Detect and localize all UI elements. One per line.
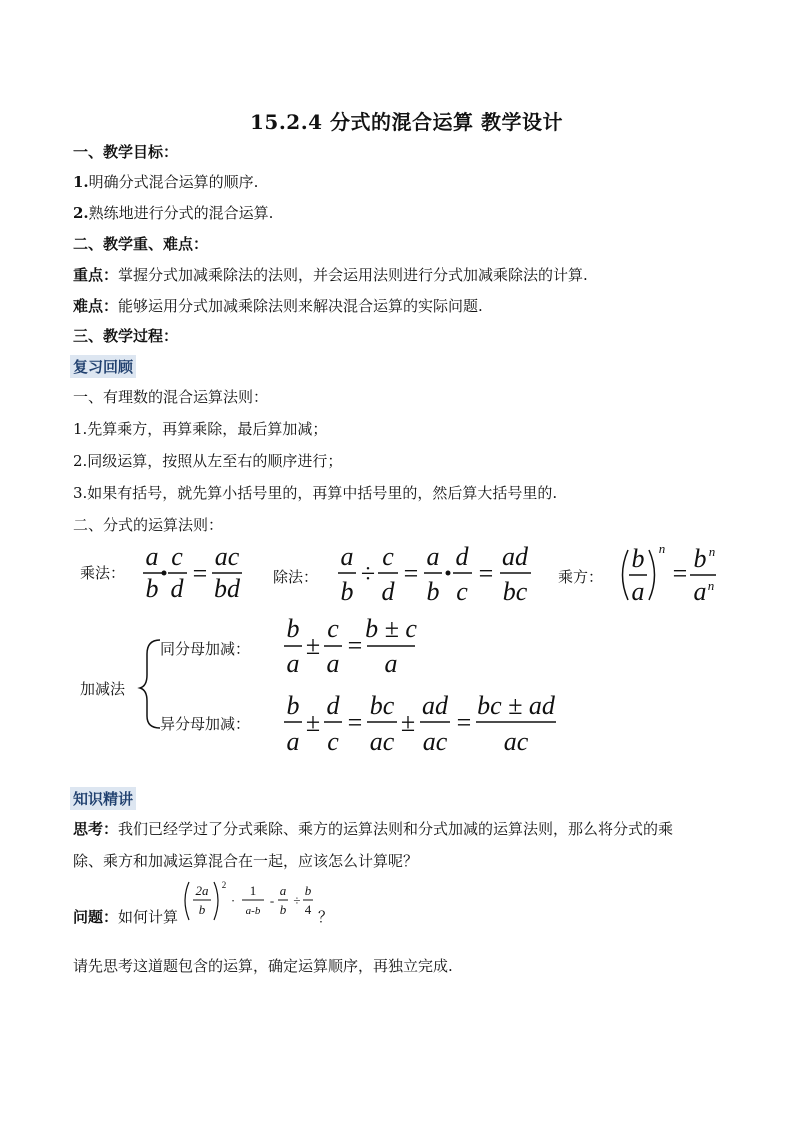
svg-text:a-b: a-b (245, 905, 261, 917)
svg-text:÷: ÷ (293, 893, 301, 908)
svg-text:a: a (286, 727, 300, 756)
svg-text:ad: ad (422, 691, 448, 720)
think-line-2: 除、乘方和加减运算混合在一起，应该怎么计算呢？ (73, 852, 419, 870)
knowledge-tag: 知识精讲 (70, 787, 136, 810)
svg-text:±: ± (305, 708, 321, 737)
add-subtract-label: 加减法 (80, 680, 126, 698)
objective-item-1 (73, 171, 258, 192)
svg-text:=: = (403, 559, 419, 588)
svg-text:=: = (456, 708, 472, 737)
svg-text:=: = (192, 559, 208, 588)
rule-item-1: 1.先算乘方，再算乘除，最后算加减； (73, 420, 328, 438)
objective-text: 明确分式混合运算的顺序. (88, 173, 259, 191)
difficult-point (73, 295, 483, 316)
svg-text:a: a (326, 649, 340, 678)
svg-text:b: b (198, 902, 206, 917)
svg-text:-: - (269, 893, 275, 908)
svg-text:2: 2 (221, 880, 227, 890)
svg-text:d: d (455, 542, 469, 571)
svg-text:1: 1 (249, 883, 257, 898)
objective-number: 1. (73, 173, 89, 191)
think-text: 我们已经学过了分式乘除、乘方的运算法则和分式加减的运算法则，那么将分式的乘 (118, 820, 674, 838)
svg-text:bd: bd (214, 574, 240, 603)
key-point-label: 重点： (73, 266, 119, 284)
svg-text:a: a (279, 883, 287, 898)
brace (140, 640, 160, 728)
svg-text:a: a (426, 542, 440, 571)
review-tag: 复习回顾 (70, 355, 136, 378)
svg-text:a: a (145, 542, 159, 571)
objective-item-2 (73, 202, 273, 223)
question-text: 如何计算 (118, 908, 179, 926)
svg-text:bc: bc (369, 691, 395, 720)
svg-text:a: a (286, 649, 300, 678)
multiplication-label: 乘法： (80, 564, 126, 582)
objective-text: 熟练地进行分式的混合运算. (88, 204, 274, 222)
svg-text:c: c (327, 614, 339, 643)
svg-text:a: a (340, 542, 354, 571)
svg-text:d: d (170, 574, 184, 603)
svg-text:c: c (327, 727, 339, 756)
question-line (73, 906, 178, 927)
svg-text:ac: ac (369, 727, 395, 756)
svg-text:c: c (456, 577, 468, 606)
svg-text:b: b (279, 902, 287, 917)
svg-text:bc ± ad: bc ± ad (477, 691, 555, 720)
key-point-text: 掌握分式加减乘除法的法则，并会运用法则进行分式加减乘除法的计算. (118, 266, 588, 284)
same-denominator-label: 同分母加减： (160, 640, 251, 658)
difficult-point-text: 能够运用分式加减乘除法则来解决混合运算的实际问题. (118, 297, 483, 315)
svg-text:b: b (304, 883, 312, 898)
rational-rules-title: 一、有理数的混合运算法则： (73, 388, 269, 406)
svg-text:b: b (340, 577, 354, 606)
rule-item-2: 2.同级运算，按照从左至右的顺序进行； (73, 452, 343, 470)
svg-text:ac: ac (503, 727, 529, 756)
different-denominator-label: 异分母加减： (160, 715, 251, 733)
different-denominator-formula (284, 691, 556, 756)
power-formula (623, 541, 717, 606)
svg-text:=: = (347, 708, 363, 737)
svg-text:÷: ÷ (360, 559, 376, 588)
rule-item-3: 3.如果有括号，就先算小括号里的，再算中括号里的，然后算大括号里的. (73, 484, 558, 502)
svg-text:b: b (426, 577, 440, 606)
multiplication-formula (143, 542, 242, 603)
division-formula (338, 542, 531, 606)
svg-text:n: n (707, 578, 715, 593)
svg-text:2a: 2a (195, 883, 209, 898)
svg-text:±: ± (400, 708, 416, 737)
svg-text:b: b (631, 544, 645, 573)
question-label: 问题： (73, 908, 119, 926)
svg-text:a: a (693, 577, 707, 606)
objective-number: 2. (73, 204, 89, 222)
question-mark: ？ (318, 908, 334, 926)
svg-text:a: a (631, 577, 645, 606)
svg-text:n: n (708, 544, 716, 559)
svg-text:b ± c: b ± c (365, 614, 417, 643)
svg-text:·: · (230, 893, 236, 908)
svg-text:c: c (382, 542, 394, 571)
section-heading-process: 三、教学过程： (73, 327, 179, 345)
section-heading-key-points: 二、教学重、难点： (73, 235, 209, 253)
think-line-1 (73, 818, 673, 839)
svg-text:a: a (384, 649, 398, 678)
svg-text:ac: ac (422, 727, 448, 756)
fraction-formulas (0, 535, 800, 765)
svg-text:=: = (672, 559, 688, 588)
svg-text:n: n (658, 541, 666, 556)
key-point (73, 264, 588, 285)
svg-text:c: c (171, 542, 183, 571)
division-label: 除法： (273, 568, 319, 586)
same-denominator-formula (284, 614, 417, 678)
section-heading-objectives: 一、教学目标： (73, 143, 179, 161)
svg-text:ac: ac (214, 542, 240, 571)
svg-text:=: = (347, 631, 363, 660)
fraction-rules-title: 二、分式的运算法则： (73, 516, 224, 534)
difficult-point-label: 难点： (73, 297, 119, 315)
svg-text:±: ± (305, 631, 321, 660)
power-label: 乘方： (558, 568, 604, 586)
think-label: 思考： (73, 820, 119, 838)
svg-text:=: = (478, 559, 494, 588)
svg-text:b: b (145, 574, 159, 603)
svg-text:4: 4 (304, 902, 312, 917)
final-instruction: 请先思考这道题包含的运算，确定运算顺序，再独立完成. (73, 957, 453, 975)
page-title: 15.2.4 分式的混合运算 教学设计 (250, 110, 564, 134)
svg-text:b: b (693, 544, 707, 573)
svg-text:d: d (381, 577, 395, 606)
svg-text:b: b (286, 614, 300, 643)
svg-text:d: d (326, 691, 340, 720)
svg-text:bc: bc (502, 577, 528, 606)
svg-text:b: b (286, 691, 300, 720)
svg-text:ad: ad (502, 542, 528, 571)
